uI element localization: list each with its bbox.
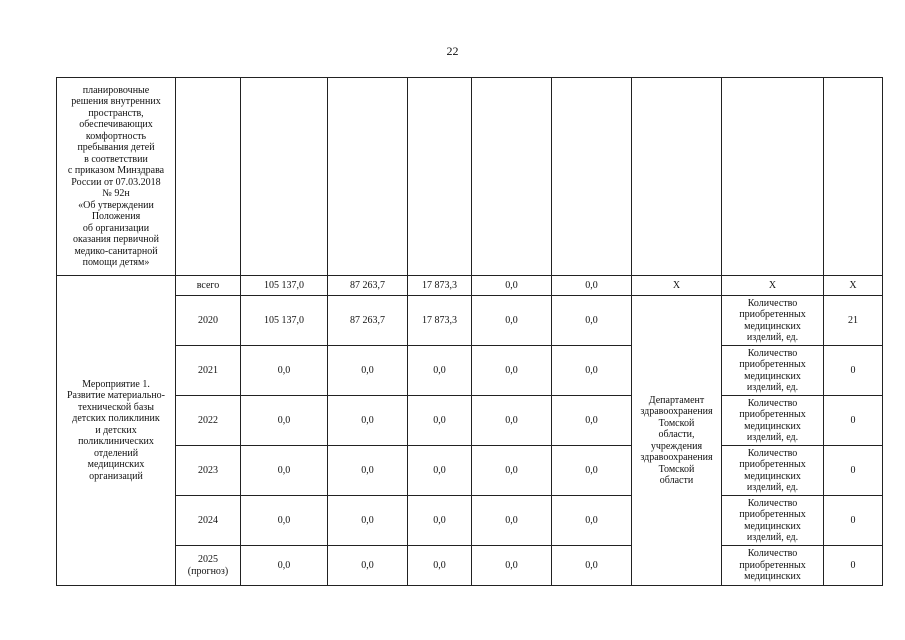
value-cell: 0,0 [552, 296, 632, 346]
value-cell: 0,0 [472, 276, 552, 296]
year-row [57, 546, 883, 586]
indicator-value: 0 [824, 546, 883, 586]
indicator-value: 21 [824, 296, 883, 346]
empty-cell [176, 78, 241, 276]
indicator-text: Количество приобретенных медицинских [722, 546, 824, 586]
year-label: 2025 (прогноз) [176, 546, 241, 586]
year-label: 2022 [176, 396, 241, 446]
measure-name: Мероприятие 1. Развитие материально- технической базы детских поликлиник и детских поликлинических отделений медицинских организаций [57, 276, 176, 586]
year-label: 2021 [176, 346, 241, 396]
value-cell: 0,0 [472, 396, 552, 446]
value-cell: 0,0 [408, 446, 472, 496]
indicator-value: 0 [824, 396, 883, 446]
value-cell: 17 873,3 [408, 276, 472, 296]
empty-cell [241, 78, 328, 276]
continuation-row [57, 78, 883, 276]
indicator-value: 0 [824, 346, 883, 396]
value-cell: 0,0 [241, 446, 328, 496]
value-cell: 17 873,3 [408, 296, 472, 346]
value-cell: 105 137,0 [241, 276, 328, 296]
program-table [56, 77, 883, 586]
indicator-value: 0 [824, 496, 883, 546]
value-cell: 0,0 [552, 276, 632, 296]
value-cell: 0,0 [241, 346, 328, 396]
value-cell: 0,0 [472, 446, 552, 496]
year-label: 2023 [176, 446, 241, 496]
value-cell: 0,0 [328, 396, 408, 446]
indicator-value-x: X [824, 276, 883, 296]
total-row [57, 276, 883, 296]
empty-cell [328, 78, 408, 276]
empty-cell [472, 78, 552, 276]
value-cell: 0,0 [408, 546, 472, 586]
page-number: 22 [446, 44, 459, 58]
year-row [57, 496, 883, 546]
value-cell: 0,0 [241, 546, 328, 586]
year-row [57, 446, 883, 496]
year-label: 2024 [176, 496, 241, 546]
value-cell: 0,0 [552, 496, 632, 546]
value-cell: 0,0 [328, 496, 408, 546]
executor-department: Департамент здравоохранения Томской области, учреждения здравоохранения Томской области [632, 296, 722, 586]
indicator-text: Количество приобретенных медицинских изделий, ед. [722, 446, 824, 496]
value-cell: 87 263,7 [328, 276, 408, 296]
value-cell: 0,0 [472, 546, 552, 586]
executor-x: X [632, 276, 722, 296]
continuation-text: планировочные решения внутренних пространств, обеспечивающих комфортность пребывания детей в соответствии с приказом Минздрава России от 07.03.2018 № 92н «Об утверждении Положения об организации оказания первичной медико-санитарной помощи детям» [57, 78, 176, 276]
value-cell: 0,0 [552, 396, 632, 446]
value-cell: 0,0 [328, 346, 408, 396]
empty-cell [824, 78, 883, 276]
year-label: 2020 [176, 296, 241, 346]
year-row [57, 346, 883, 396]
value-cell: 0,0 [241, 396, 328, 446]
indicator-text: Количество приобретенных медицинских изделий, ед. [722, 296, 824, 346]
empty-cell [552, 78, 632, 276]
period-label: всего [176, 276, 241, 296]
value-cell: 0,0 [408, 346, 472, 396]
value-cell: 0,0 [408, 396, 472, 446]
empty-cell [408, 78, 472, 276]
indicator-text: Количество приобретенных медицинских изделий, ед. [722, 396, 824, 446]
indicator-text: Количество приобретенных медицинских изделий, ед. [722, 346, 824, 396]
year-row [57, 296, 883, 346]
value-cell: 0,0 [552, 346, 632, 396]
empty-cell [722, 78, 824, 276]
value-cell: 105 137,0 [241, 296, 328, 346]
value-cell: 87 263,7 [328, 296, 408, 346]
indicator-text: Количество приобретенных медицинских изделий, ед. [722, 496, 824, 546]
indicator-value: 0 [824, 446, 883, 496]
year-row [57, 396, 883, 446]
value-cell: 0,0 [472, 346, 552, 396]
value-cell: 0,0 [408, 496, 472, 546]
value-cell: 0,0 [552, 446, 632, 496]
value-cell: 0,0 [328, 546, 408, 586]
indicator-x: X [722, 276, 824, 296]
value-cell: 0,0 [472, 296, 552, 346]
empty-cell [632, 78, 722, 276]
value-cell: 0,0 [472, 496, 552, 546]
value-cell: 0,0 [328, 446, 408, 496]
value-cell: 0,0 [552, 546, 632, 586]
value-cell: 0,0 [241, 496, 328, 546]
